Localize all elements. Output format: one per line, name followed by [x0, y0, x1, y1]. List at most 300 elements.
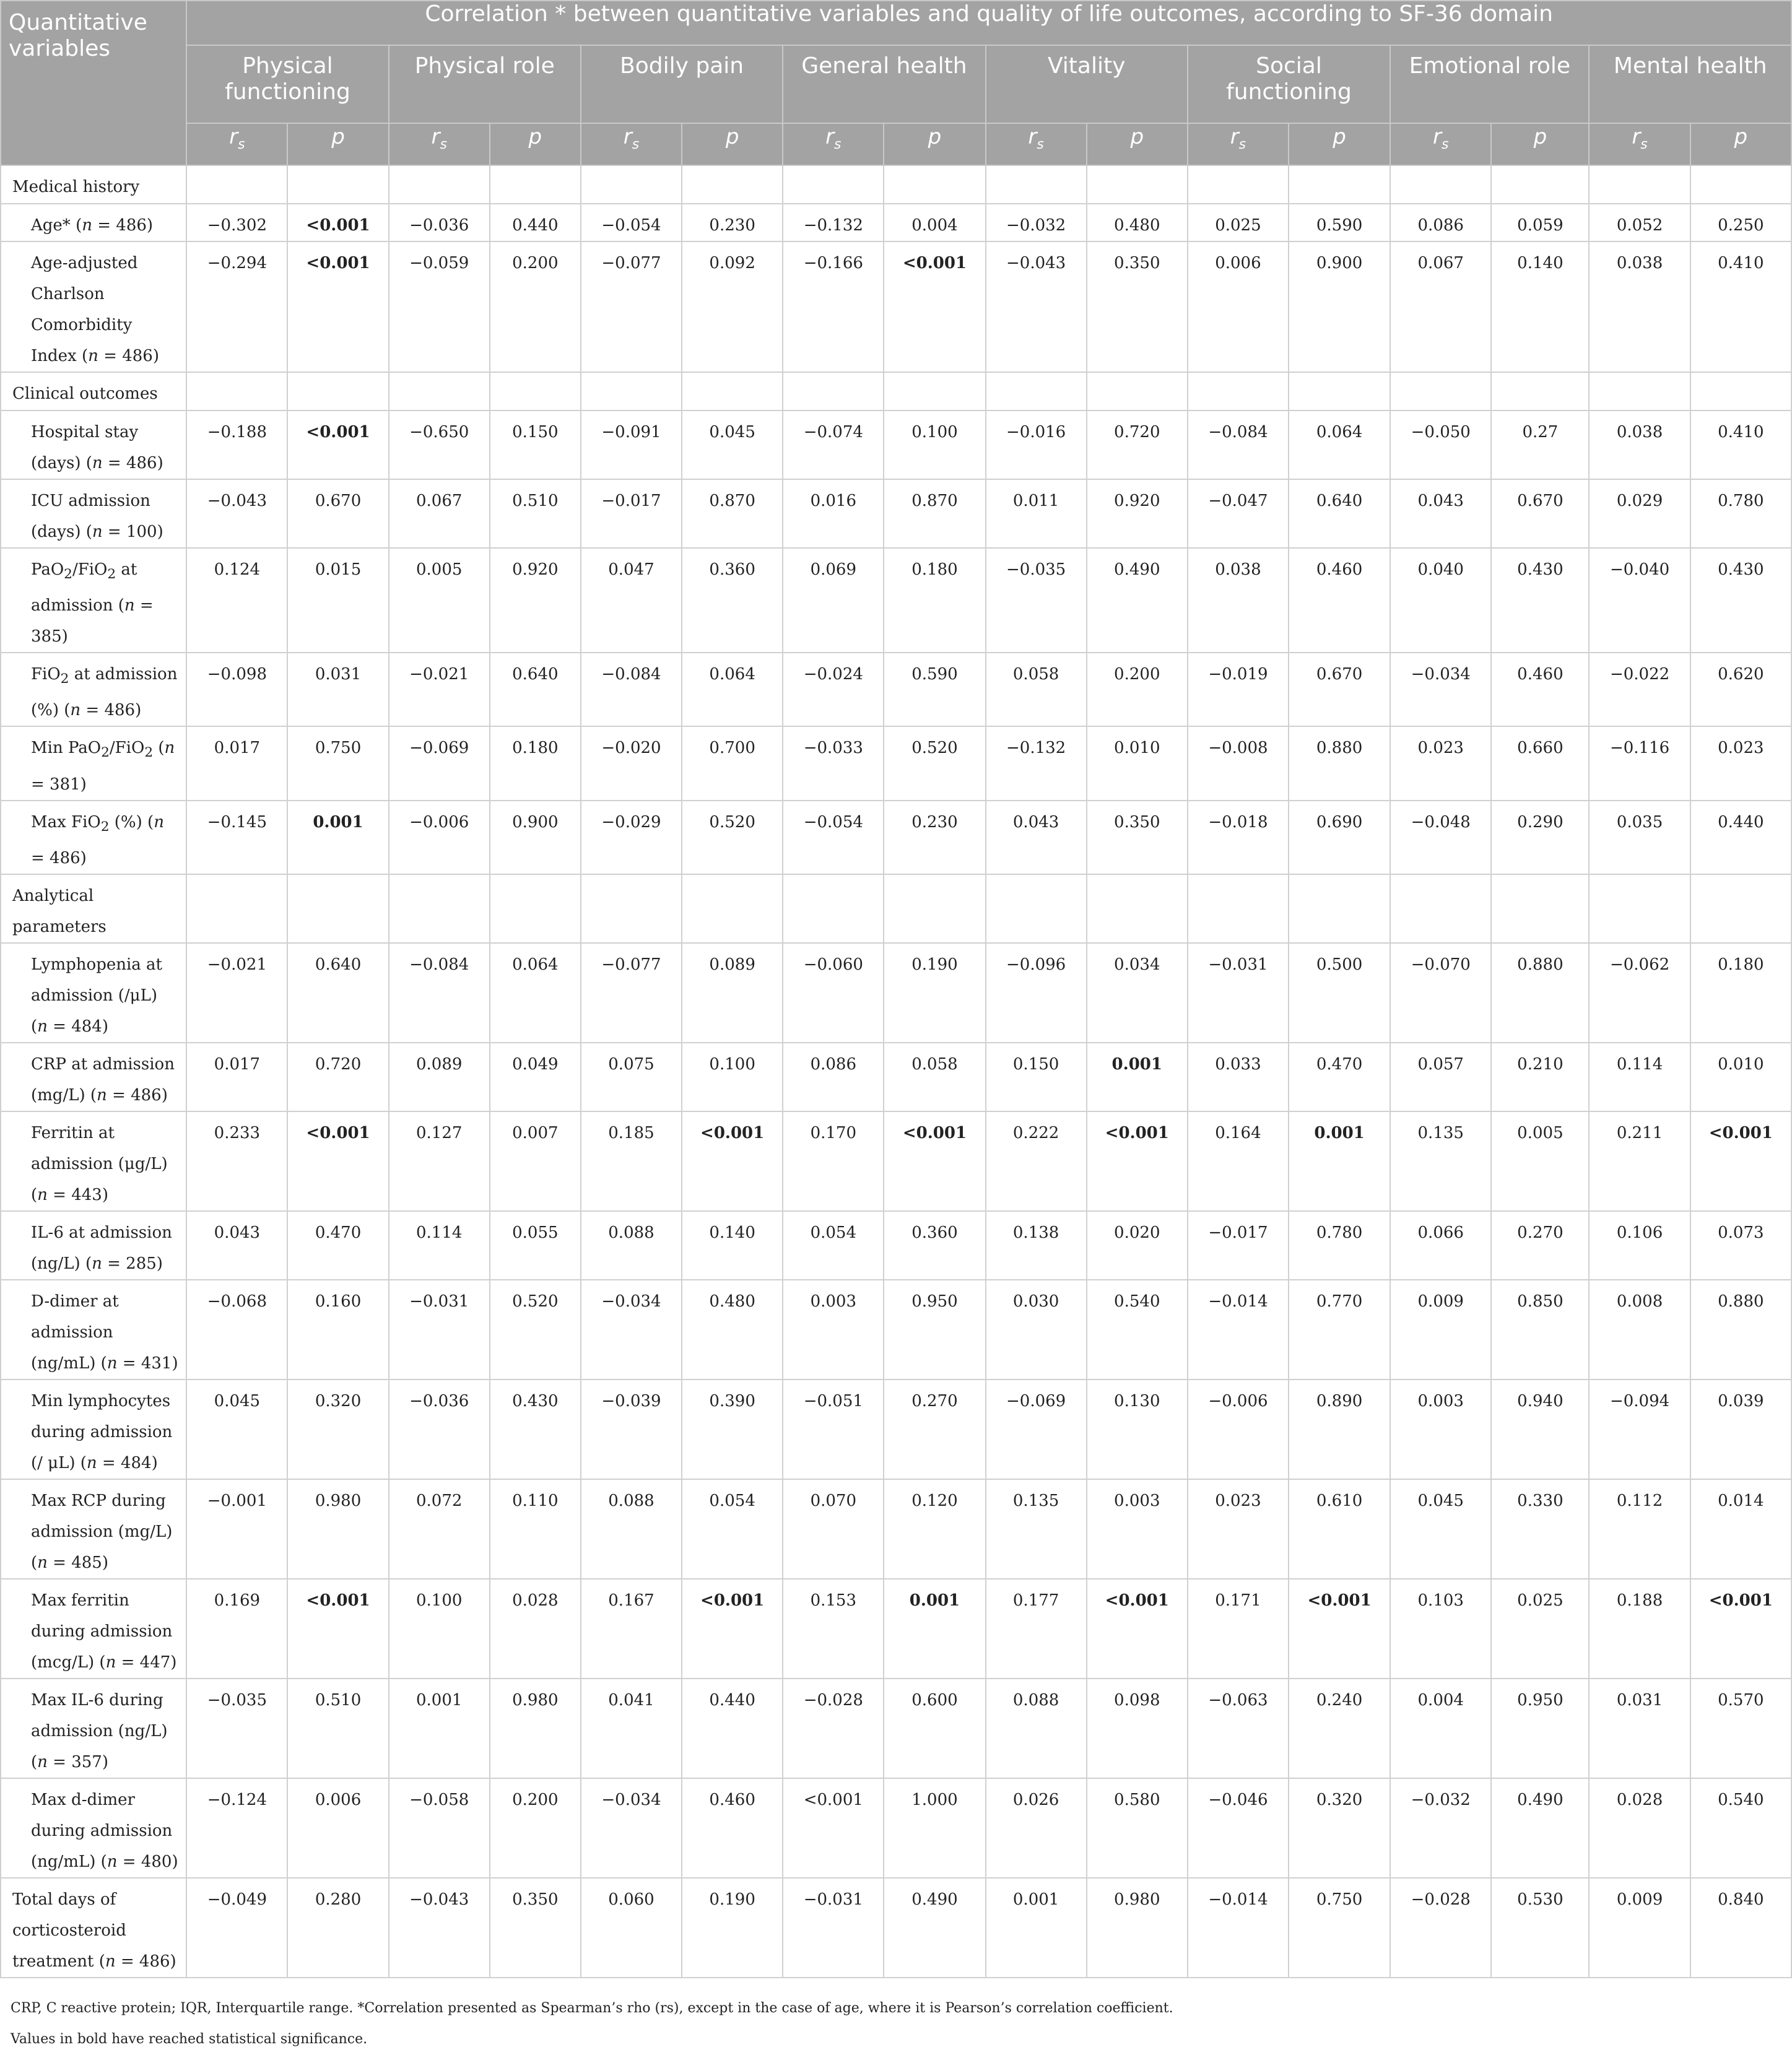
table-row: [1, 1479, 1791, 1579]
empty-cell: [682, 165, 783, 204]
rs-header: $r_s$: [986, 123, 1087, 165]
p-value: 0.034: [1087, 943, 1188, 1043]
empty-cell: [986, 372, 1087, 411]
empty-cell: [1087, 874, 1188, 943]
p-value: 0.180: [884, 548, 985, 653]
rs-value: 0.103: [1390, 1579, 1491, 1679]
rs-value: −0.033: [783, 726, 884, 800]
rs-value: 0.171: [1188, 1579, 1289, 1679]
table-row: [1, 204, 1791, 241]
rs-value: 0.127: [389, 1111, 490, 1211]
corner-label: Quantitative variables: [1, 1, 186, 165]
p-value: [884, 1579, 985, 1679]
table-row: [1, 943, 1791, 1043]
rs-value: 0.029: [1589, 479, 1690, 548]
rs-value: −0.070: [1390, 943, 1491, 1043]
rs-value: 0.138: [986, 1211, 1087, 1280]
p-value: 0.670: [1491, 479, 1589, 548]
rs-value: −0.043: [389, 1878, 490, 1978]
rs-value: 0.124: [186, 548, 287, 653]
p-value: 0.410: [1690, 241, 1791, 372]
p-value: 0.280: [287, 1878, 388, 1978]
p-value: 0.670: [287, 479, 388, 548]
rs-value: −0.188: [186, 411, 287, 479]
rs-value: 0.086: [783, 1043, 884, 1111]
p-value: 0.470: [1289, 1043, 1390, 1111]
empty-cell: [490, 372, 581, 411]
rs-value: −0.020: [581, 726, 682, 800]
p-value: 0.092: [682, 241, 783, 372]
rs-value: 0.047: [581, 548, 682, 653]
p-value: 0.064: [490, 943, 581, 1043]
rs-value: −0.043: [186, 479, 287, 548]
section-row: [1, 372, 1791, 411]
p-value: 0.890: [1289, 1379, 1390, 1479]
p-header: p: [884, 123, 985, 165]
rs-value: 0.003: [783, 1280, 884, 1379]
p-value: 0.620: [1690, 653, 1791, 726]
table-row: [1, 479, 1791, 548]
rs-value: −0.058: [389, 1778, 490, 1878]
empty-cell: [1589, 874, 1690, 943]
p-value: 0.540: [1690, 1778, 1791, 1878]
p-value: 0.120: [884, 1479, 985, 1579]
header-row-banner: [1, 1, 1791, 45]
row-label: Max d-dimer during admission (ng/mL) (n = 480): [1, 1778, 186, 1878]
p-value: 0.350: [1087, 241, 1188, 372]
p-value: 0.025: [1491, 1579, 1589, 1679]
rs-value: 0.043: [986, 801, 1087, 874]
empty-cell: [287, 874, 388, 943]
p-value: 0.010: [1087, 726, 1188, 800]
significant-value: <0.001: [1708, 1591, 1773, 1610]
empty-cell: [783, 165, 884, 204]
p-value: 0.670: [1289, 653, 1390, 726]
rs-value: −0.021: [186, 943, 287, 1043]
significant-value: 0.001: [1111, 1054, 1162, 1074]
p-value: 0.140: [682, 1211, 783, 1280]
rs-value: 0.169: [186, 1579, 287, 1679]
table-row: [1, 548, 1791, 653]
significant-value: <0.001: [1105, 1123, 1169, 1142]
rs-value: 0.088: [986, 1679, 1087, 1778]
table-row: [1, 1878, 1791, 1978]
p-value: 0.690: [1289, 801, 1390, 874]
rs-value: 0.054: [783, 1211, 884, 1280]
rs-value: 0.060: [581, 1878, 682, 1978]
rs-value: −0.059: [389, 241, 490, 372]
rs-value: −0.032: [1390, 1778, 1491, 1878]
table-body: [1, 165, 1791, 2055]
rs-value: −0.017: [1188, 1211, 1289, 1280]
rs-subscript: s: [834, 136, 842, 152]
p-value: 0.100: [682, 1043, 783, 1111]
p-value: 0.460: [1491, 653, 1589, 726]
rs-header: $r_s$: [1589, 123, 1690, 165]
p-value: 0.230: [884, 801, 985, 874]
rs-subscript: s: [238, 136, 245, 152]
p-value: 0.320: [1289, 1778, 1390, 1878]
row-label: Max RCP during admission (mg/L) (n = 485): [1, 1479, 186, 1579]
rs-value: 0.035: [1589, 801, 1690, 874]
p-value: 0.350: [490, 1878, 581, 1978]
significant-value: 0.001: [313, 812, 363, 832]
empty-cell: [884, 165, 985, 204]
row-label: Min PaO$_2$/FiO$_2$ (n = 381): [1, 726, 186, 800]
rs-value: −0.050: [1390, 411, 1491, 479]
table-row: [1, 653, 1791, 726]
p-value: 0.200: [490, 1778, 581, 1878]
rs-value: 0.004: [1390, 1679, 1491, 1778]
empty-cell: [1589, 165, 1690, 204]
rs-value: 0.067: [389, 479, 490, 548]
p-value: 0.007: [490, 1111, 581, 1211]
rs-value: 0.167: [581, 1579, 682, 1679]
p-value: 0.950: [1491, 1679, 1589, 1778]
empty-cell: [490, 165, 581, 204]
row-label: CRP at admission (mg/L) (n = 486): [1, 1043, 186, 1111]
rs-value: −0.014: [1188, 1878, 1289, 1978]
p-value: 0.440: [682, 1679, 783, 1778]
p-value: 0.880: [1690, 1280, 1791, 1379]
header-row-stats: [1, 123, 1791, 165]
p-value: 0.190: [884, 943, 985, 1043]
p-value: 0.180: [490, 726, 581, 800]
rs-value: −0.036: [389, 1379, 490, 1479]
rs-value: 0.088: [581, 1479, 682, 1579]
domain-header: Physical functioning: [186, 45, 388, 123]
rs-value: −0.650: [389, 411, 490, 479]
p-value: 0.059: [1491, 204, 1589, 241]
section-label: Medical history: [1, 165, 186, 204]
empty-cell: [1589, 372, 1690, 411]
rs-value: −0.014: [1188, 1280, 1289, 1379]
rs-value: −0.022: [1589, 653, 1690, 726]
section-row: [1, 165, 1791, 204]
p-value: 0.039: [1690, 1379, 1791, 1479]
p-value: 0.330: [1491, 1479, 1589, 1579]
p-value: 0.005: [1491, 1111, 1589, 1211]
rs-value: 0.114: [1589, 1043, 1690, 1111]
empty-cell: [1491, 165, 1589, 204]
p-header: p: [1491, 123, 1589, 165]
rs-value: −0.043: [986, 241, 1087, 372]
p-value: [884, 1111, 985, 1211]
rs-value: −0.068: [186, 1280, 287, 1379]
rs-value: 0.026: [986, 1778, 1087, 1878]
table-header: [1, 1, 1791, 165]
p-value: 0.360: [682, 548, 783, 653]
rs-value: 0.023: [1390, 726, 1491, 800]
rs-value: 0.008: [1589, 1280, 1690, 1379]
rs-value: 0.067: [1390, 241, 1491, 372]
table-row: [1, 801, 1791, 874]
p-value: 0.490: [1087, 548, 1188, 653]
empty-cell: [389, 165, 490, 204]
rs-value: −0.008: [1188, 726, 1289, 800]
p-value: 0.054: [682, 1479, 783, 1579]
rs-value: 0.001: [986, 1878, 1087, 1978]
empty-cell: [1188, 874, 1289, 943]
rs-value: −0.006: [1188, 1379, 1289, 1479]
rs-header: $r_s$: [783, 123, 884, 165]
rs-value: −0.069: [986, 1379, 1087, 1479]
empty-cell: [1289, 372, 1390, 411]
rs-subscript: s: [1238, 136, 1246, 152]
rs-value: −0.077: [581, 943, 682, 1043]
rs-value: −0.018: [1188, 801, 1289, 874]
p-value: 0.023: [1690, 726, 1791, 800]
p-value: 0.270: [1491, 1211, 1589, 1280]
p-value: [1087, 1579, 1188, 1679]
rs-value: −0.077: [581, 241, 682, 372]
p-value: 0.980: [1087, 1878, 1188, 1978]
row-label: Max IL-6 during admission (ng/L) (n = 357): [1, 1679, 186, 1778]
p-value: [682, 1111, 783, 1211]
rs-value: 0.153: [783, 1579, 884, 1679]
table-row: [1, 1043, 1791, 1111]
p-value: 0.390: [682, 1379, 783, 1479]
rs-header: $r_s$: [1390, 123, 1491, 165]
rs-value: −0.145: [186, 801, 287, 874]
p-value: [884, 241, 985, 372]
row-label: D-dimer at admission (ng/mL) (n = 431): [1, 1280, 186, 1379]
p-value: 0.150: [490, 411, 581, 479]
empty-cell: [581, 372, 682, 411]
rs-value: −0.132: [986, 726, 1087, 800]
table-row: [1, 1679, 1791, 1778]
p-value: 0.920: [490, 548, 581, 653]
section-row: [1, 874, 1791, 943]
header-row-domains: [1, 45, 1791, 123]
rs-value: 0.075: [581, 1043, 682, 1111]
p-value: 0.510: [287, 1679, 388, 1778]
rs-value: 0.177: [986, 1579, 1087, 1679]
rs-value: −0.017: [581, 479, 682, 548]
rs-value: 0.028: [1589, 1778, 1690, 1878]
p-header: p: [1087, 123, 1188, 165]
empty-cell: [1188, 165, 1289, 204]
rs-value: 0.038: [1589, 411, 1690, 479]
rs-value: 0.009: [1390, 1280, 1491, 1379]
p-value: 0.064: [682, 653, 783, 726]
rs-value: 0.038: [1188, 548, 1289, 653]
empty-cell: [186, 874, 287, 943]
row-label: Age-adjusted Charlson Comorbidity Index (n = 486): [1, 241, 186, 372]
empty-cell: [682, 372, 783, 411]
rs-value: 0.017: [186, 1043, 287, 1111]
rs-value: −0.094: [1589, 1379, 1690, 1479]
rs-value: 0.072: [389, 1479, 490, 1579]
rs-value: −0.051: [783, 1379, 884, 1479]
rs-value: −0.047: [1188, 479, 1289, 548]
row-label: Lymphopenia at admission (/μL) (n = 484): [1, 943, 186, 1043]
rs-value: −0.116: [1589, 726, 1690, 800]
p-value: 0.900: [490, 801, 581, 874]
p-value: [287, 241, 388, 372]
rs-value: −0.132: [783, 204, 884, 241]
rs-value: −0.074: [783, 411, 884, 479]
rs-header: $r_s$: [1188, 123, 1289, 165]
p-value: 0.490: [884, 1878, 985, 1978]
p-value: 0.200: [1087, 653, 1188, 726]
p-value: 0.950: [884, 1280, 985, 1379]
table-row: [1, 1778, 1791, 1878]
rs-value: −0.098: [186, 653, 287, 726]
empty-cell: [986, 165, 1087, 204]
rs-subscript: s: [440, 136, 447, 152]
rs-value: 0.040: [1390, 548, 1491, 653]
section-label: Analytical parameters: [1, 874, 186, 943]
rs-value: −0.054: [581, 204, 682, 241]
p-value: 0.520: [884, 726, 985, 800]
rs-value: −0.048: [1390, 801, 1491, 874]
p-value: 0.590: [1289, 204, 1390, 241]
rs-value: 0.170: [783, 1111, 884, 1211]
p-value: 0.320: [287, 1379, 388, 1479]
p-value: 0.058: [884, 1043, 985, 1111]
section-label: Clinical outcomes: [1, 372, 186, 411]
table-row: [1, 1211, 1791, 1280]
p-value: 0.190: [682, 1878, 783, 1978]
rs-value: −0.084: [389, 943, 490, 1043]
p-value: 0.290: [1491, 801, 1589, 874]
rs-value: −0.060: [783, 943, 884, 1043]
rs-value: −0.034: [581, 1778, 682, 1878]
rs-value: 0.233: [186, 1111, 287, 1211]
rs-value: −0.035: [186, 1679, 287, 1778]
p-value: 0.580: [1087, 1778, 1188, 1878]
p-value: 0.540: [1087, 1280, 1188, 1379]
rs-value: −0.001: [186, 1479, 287, 1579]
p-value: [287, 204, 388, 241]
empty-cell: [581, 874, 682, 943]
p-value: 0.130: [1087, 1379, 1188, 1479]
rs-value: 0.031: [1589, 1679, 1690, 1778]
table-row: [1, 411, 1791, 479]
rs-value: −0.039: [581, 1379, 682, 1479]
p-value: [1087, 1111, 1188, 1211]
table-row: [1, 1379, 1791, 1479]
rs-value: −0.006: [389, 801, 490, 874]
p-value: 0.110: [490, 1479, 581, 1579]
rs-value: 0.045: [186, 1379, 287, 1479]
p-value: 0.250: [1690, 204, 1791, 241]
rs-value: 0.017: [186, 726, 287, 800]
rs-value: −0.124: [186, 1778, 287, 1878]
significant-value: <0.001: [306, 254, 370, 272]
empty-cell: [1087, 165, 1188, 204]
empty-cell: [1188, 372, 1289, 411]
empty-cell: [1390, 372, 1491, 411]
rs-value: −0.046: [1188, 1778, 1289, 1878]
significant-value: <0.001: [306, 423, 370, 441]
p-value: 0.240: [1289, 1679, 1390, 1778]
p-value: 0.720: [1087, 411, 1188, 479]
rs-header: $r_s$: [389, 123, 490, 165]
row-label: Min lymphocytes during admission (/ μL) (n = 484): [1, 1379, 186, 1479]
empty-cell: [1087, 372, 1188, 411]
rs-header: $r_s$: [186, 123, 287, 165]
significant-value: <0.001: [306, 1591, 370, 1610]
p-value: 0.049: [490, 1043, 581, 1111]
p-value: 0.160: [287, 1280, 388, 1379]
significant-value: <0.001: [902, 254, 967, 272]
rs-value: 0.150: [986, 1043, 1087, 1111]
rs-value: −0.028: [783, 1679, 884, 1778]
rs-value: −0.084: [581, 653, 682, 726]
rs-header: $r_s$: [581, 123, 682, 165]
p-value: 0.210: [1491, 1043, 1589, 1111]
rs-value: −0.091: [581, 411, 682, 479]
empty-cell: [682, 874, 783, 943]
rs-value: 0.006: [1188, 241, 1289, 372]
p-value: [1690, 1111, 1791, 1211]
rs-value: 0.185: [581, 1111, 682, 1211]
p-value: 0.410: [1690, 411, 1791, 479]
rs-value: 0.041: [581, 1679, 682, 1778]
p-value: 0.500: [1289, 943, 1390, 1043]
empty-cell: [783, 372, 884, 411]
rs-value: 0.052: [1589, 204, 1690, 241]
p-value: [1690, 1579, 1791, 1679]
rs-value: −0.035: [986, 548, 1087, 653]
rs-value: −0.063: [1188, 1679, 1289, 1778]
p-value: 0.098: [1087, 1679, 1188, 1778]
p-value: 0.003: [1087, 1479, 1188, 1579]
rs-value: 0.164: [1188, 1111, 1289, 1211]
p-value: 0.440: [490, 204, 581, 241]
domain-header: Mental health: [1589, 45, 1791, 123]
p-header: p: [1690, 123, 1791, 165]
p-value: 0.640: [490, 653, 581, 726]
p-value: 0.430: [1690, 548, 1791, 653]
p-value: 0.720: [287, 1043, 388, 1111]
empty-cell: [186, 372, 287, 411]
rs-value: 0.043: [186, 1211, 287, 1280]
rs-value: −0.028: [1390, 1878, 1491, 1978]
p-value: 0.610: [1289, 1479, 1390, 1579]
significant-value: <0.001: [700, 1123, 765, 1142]
table-row: [1, 1579, 1791, 1679]
rs-value: 0.030: [986, 1280, 1087, 1379]
p-value: [1289, 1579, 1390, 1679]
rs-subscript: s: [1441, 136, 1449, 152]
p-value: 0.27: [1491, 411, 1589, 479]
p-value: 0.880: [1289, 726, 1390, 800]
empty-cell: [1491, 372, 1589, 411]
rs-value: 0.114: [389, 1211, 490, 1280]
p-value: 0.980: [490, 1679, 581, 1778]
rs-value: −0.054: [783, 801, 884, 874]
rs-value: 0.016: [783, 479, 884, 548]
p-value: 0.880: [1491, 943, 1589, 1043]
significant-value: <0.001: [700, 1591, 765, 1610]
p-value: 0.440: [1690, 801, 1791, 874]
p-value: 0.460: [1289, 548, 1390, 653]
rs-value: 0.088: [581, 1211, 682, 1280]
domain-header: Emotional role: [1390, 45, 1589, 123]
rs-value: <0.001: [783, 1778, 884, 1878]
p-value: 0.590: [884, 653, 985, 726]
row-label: IL-6 at admission (ng/L) (n = 285): [1, 1211, 186, 1280]
footnote-bold-note: Values in bold have reached statistical significance.: [11, 2031, 368, 2047]
rs-value: −0.016: [986, 411, 1087, 479]
empty-cell: [389, 874, 490, 943]
table-row: [1, 1111, 1791, 1211]
p-value: 0.031: [287, 653, 388, 726]
rs-value: 0.057: [1390, 1043, 1491, 1111]
